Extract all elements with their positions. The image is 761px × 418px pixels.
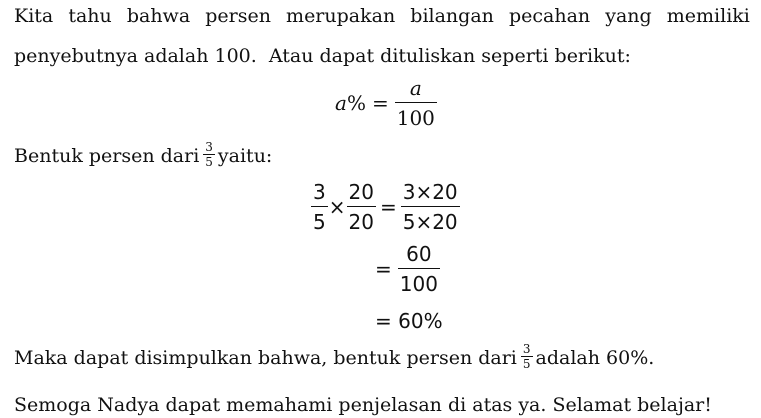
bentuk-text-before: Bentuk persen dari	[14, 144, 200, 167]
equals-sign: =	[371, 91, 389, 115]
calc-row-3: = 60%	[375, 309, 443, 333]
fraction-numerator: 3×20	[402, 180, 458, 204]
fraction-20-20	[347, 182, 376, 232]
fraction-a-over-100	[395, 78, 437, 128]
word: persen	[205, 5, 271, 27]
fraction-numerator: a	[409, 76, 422, 100]
fraction-numerator: 3	[313, 180, 326, 204]
fraction-numerator: 60	[406, 242, 432, 266]
percent-definition-formula	[335, 78, 437, 128]
fraction-denominator: 100	[396, 106, 435, 130]
fraction-denominator: 20	[348, 210, 374, 234]
word: bahwa	[126, 5, 191, 27]
fraction-denominator: 5	[205, 155, 213, 169]
bentuk-line	[14, 142, 272, 169]
word: merupakan	[286, 5, 396, 27]
fraction-60-100	[398, 244, 440, 294]
paragraph-line-2: penyebutnya adalah 100. Atau dapat dituliskan seperti berikut:	[14, 45, 631, 67]
inline-fraction-3-5	[521, 343, 533, 370]
fraction-numerator: 20	[348, 180, 374, 204]
paragraph-line-1	[14, 4, 750, 28]
word: pecahan	[508, 5, 591, 27]
fraction-3x20-5x20	[401, 182, 460, 232]
fraction-numerator: 3	[522, 342, 531, 356]
word: yang	[605, 5, 652, 27]
calc-row-1	[311, 182, 460, 232]
inline-fraction-3-5	[203, 141, 215, 168]
word: memiliki	[666, 5, 750, 27]
word: Kita	[14, 5, 54, 27]
fraction-denominator: 5×20	[402, 210, 458, 234]
bentuk-text-after: yaitu:	[217, 144, 273, 167]
word: bilangan	[410, 5, 494, 27]
times-sign: ×	[328, 195, 346, 219]
fraction-denominator: 100	[399, 272, 438, 296]
fraction-numerator: 3	[205, 140, 213, 154]
word: tahu	[68, 5, 112, 27]
formula-variable: a	[335, 91, 347, 115]
conclusion-text-before: Maka dapat disimpulkan bahwa, bentuk persen dari	[14, 346, 517, 369]
equals-sign: =	[375, 257, 392, 281]
formula-percent-sign: %	[346, 91, 366, 115]
closing-line: Semoga Nadya dapat memahami penjelasan di atas ya. Selamat belajar!	[14, 394, 712, 416]
equals-sign: =	[379, 195, 397, 219]
conclusion-text-after: adalah 60%.	[535, 346, 655, 369]
fraction-denominator: 5	[522, 357, 531, 371]
fraction-denominator: 5	[313, 210, 326, 234]
conclusion-line	[14, 344, 654, 371]
fraction-3-5	[311, 182, 328, 232]
calc-row-2	[375, 244, 440, 294]
